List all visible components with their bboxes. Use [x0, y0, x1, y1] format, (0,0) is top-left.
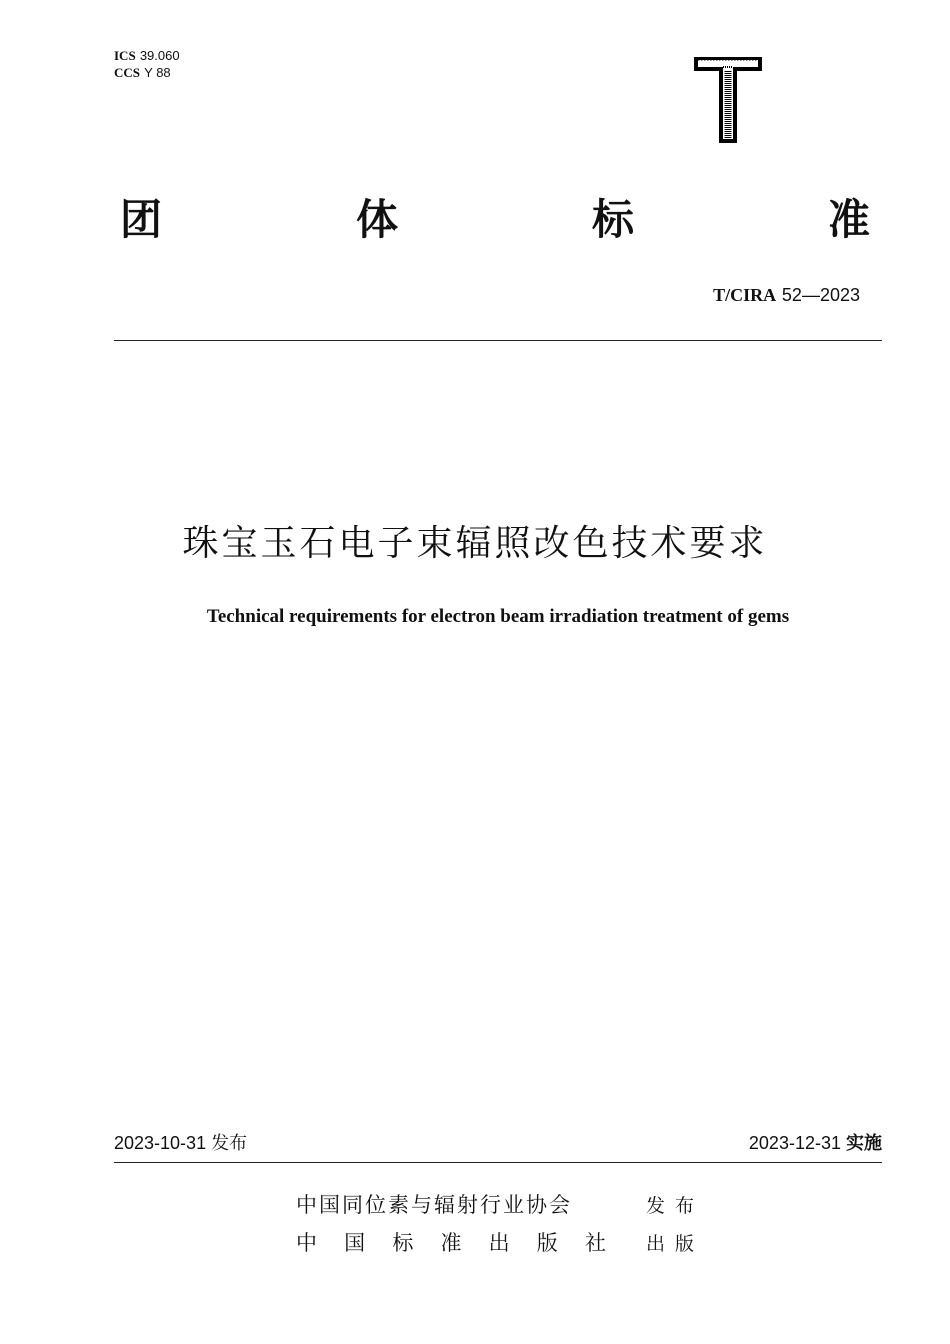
press-name-char: 标: [392, 1231, 414, 1255]
standard-kind-char: 标: [591, 195, 634, 244]
issuer-role: 发布: [646, 1195, 705, 1217]
title-chinese: 珠宝玉石电子束辐照改色技术要求: [182, 523, 768, 564]
standard-number-prefix: T/CIRA: [713, 285, 777, 305]
top-divider: [114, 340, 882, 341]
press-role: 出版: [646, 1233, 705, 1255]
standard-kind-char: 体: [355, 195, 398, 244]
t-standard-logo: [690, 55, 766, 145]
title-english: Technical requirements for electron beam irradiation treatment of gems: [206, 606, 790, 627]
press-name-char: 版: [536, 1231, 558, 1255]
ics-code: 39.060: [139, 48, 180, 63]
publish-date-word: 发布: [211, 1133, 248, 1154]
ccs-code: Y 88: [144, 65, 171, 80]
ccs-label: CCS: [114, 65, 141, 80]
press-name-char: 社: [584, 1231, 606, 1255]
effective-date-word: 实施: [846, 1133, 882, 1154]
press-name-char: 国: [344, 1231, 366, 1255]
standard-number: [713, 284, 860, 307]
effective-date: [749, 1130, 882, 1157]
ics-label: ICS: [114, 48, 136, 63]
press-name-char: 准: [440, 1231, 462, 1255]
effective-date-value: 2023-12-31: [748, 1133, 841, 1153]
ccs-line: [114, 65, 180, 82]
press-name-char: 出: [488, 1231, 510, 1255]
classification-codes: [114, 48, 180, 82]
issuer-name: 中国同位素与辐射行业协会: [296, 1193, 572, 1217]
bottom-divider: [114, 1162, 882, 1163]
press-name: [296, 1228, 606, 1258]
standard-kind-char: 准: [827, 195, 870, 244]
standard-number-value: 52—2023: [781, 285, 860, 305]
press-name-char: 中: [296, 1231, 317, 1255]
standard-kind-char: 团: [120, 195, 163, 244]
ics-line: [114, 48, 180, 65]
standard-kind-heading: [120, 192, 870, 248]
publish-date-value: 2023-10-31: [114, 1133, 207, 1153]
publish-date: [114, 1130, 247, 1157]
